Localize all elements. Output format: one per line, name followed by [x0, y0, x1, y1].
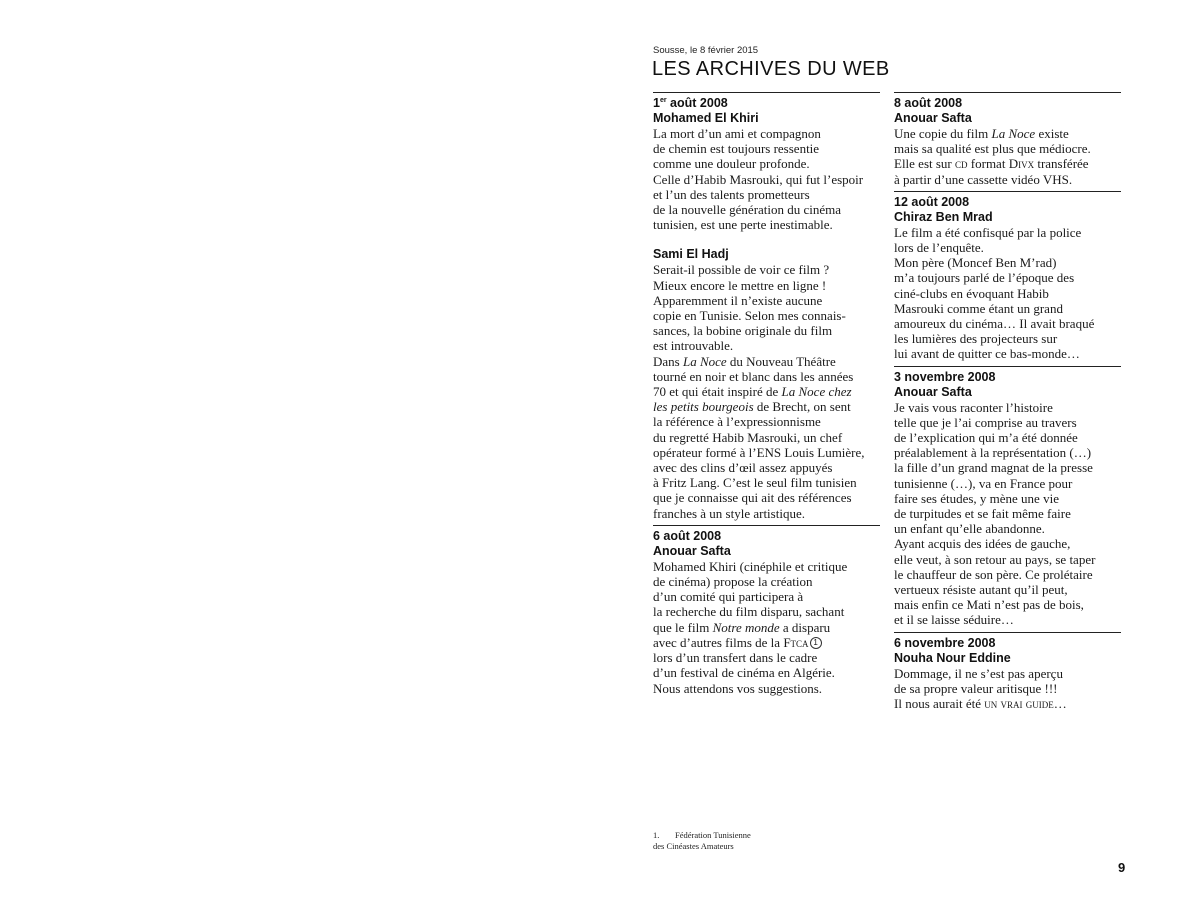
entry-text: Le film a été confisqué par la police lors de l’enquête. Mon père (Moncef Ben M’rad) m’a toujours parlé de l’époque des ciné-clubs en évoquant Habib Masrouki comme étant un grand amoureux du cinéma… Il avait braqué les lumières des projecteurs sur lui avant de quitter ce bas-monde… [894, 224, 1095, 362]
page-number: 9 [1118, 860, 1126, 875]
dateline: Sousse, le 8 février 2015 [653, 45, 759, 56]
entry-text: La mort d’un ami et compagnon de chemin est toujours ressentie comme une douleur profonde. Celle d’Habib Masrouki, qui fut l’espoir et l’un des talents prometteurs de la nouvelle génération du cinéma tunisien, est une perte inestimable. [653, 126, 864, 233]
entry-author: Nouha Nour Eddine [894, 650, 1011, 665]
entry-nov-3 [894, 366, 1121, 628]
entry-aug-6 [653, 525, 880, 696]
entry-aug-8 [894, 92, 1121, 187]
entry-aug-1 [653, 92, 880, 521]
entry-author: Anouar Safta [894, 111, 972, 125]
entry-date: 1er août 2008 [653, 96, 728, 110]
footnote [653, 830, 751, 852]
entry-date: 8 août 2008 [894, 96, 963, 110]
left-column [653, 92, 880, 696]
entry-text: Une copie du film La Noce existe mais sa qualité est plus que médiocre. Elle est sur cd format Divx transférée à partir d’une cassette vidéo VHS. [894, 126, 1091, 187]
footnote-number: 1. [653, 830, 660, 840]
spacer [653, 232, 880, 247]
entry-aug-12 [894, 191, 1121, 362]
entry-text: Dommage, il ne s’est pas aperçu de sa propre valeur aritisque !!! Il nous aurait été un vrai guide… [894, 665, 1067, 712]
entry-date: 12 août 2008 [894, 194, 970, 209]
footnote-reference: 1 [810, 637, 822, 649]
entry-text: Mohamed Khiri (cinéphile et critique de cinéma) propose la création d’un comité qui participera à la recherche du film disparu, sachant que le film Notre monde a disparu avec d’autres films de la Ftca 1 lors d’un transfert dans le cadre d’un festival de cinéma en Algérie. Nous attendons vos suggestions. [653, 558, 848, 696]
entry-author: Anouar Safta [653, 543, 731, 558]
entry-nov-6 [894, 632, 1121, 712]
entry-date: 6 novembre 2008 [894, 635, 996, 650]
entry-date: 6 août 2008 [653, 528, 722, 543]
entry-author: Sami El Hadj [653, 247, 729, 262]
footnote-text: des Cinéastes Amateurs [653, 841, 734, 851]
entry-author: Mohamed El Khiri [653, 111, 759, 125]
entry-author: Anouar Safta [894, 384, 972, 399]
entry-text: Je vais vous raconter l’histoire telle que je l’ai comprise au travers de l’explication qui m’a été donnée préalablement à la représentation (…) la fille d’un grand magnat de la presse tunisienne (…), va en France pour faire ses études, y mène une vie de turpitudes et se fait même faire un enfant qu’elle abandonne. Ayant acquis des idées de gauche, elle veut, à son retour au pays, se taper le chauffeur de son père. Ce prolétaire vertueux résiste autant qu’il peut, mais enfin ce Mati n’est pas de bois, et il se laisse séduire… [894, 399, 1096, 628]
right-column [894, 92, 1121, 711]
entry-text: Serait-il possible de voir ce film ? Mieux encore le mettre en ligne ! Apparemment il n’existe aucune copie en Tunisie. Selon mes connais- sances, la bobine originale du film est introuvable. Dans La Noce du Nouveau Théâtre tourné en noir et blanc dans les années 70 et qui était inspiré de La Noce chez les petits bourgeois de Brecht, on sent la référence à l’expressionnisme du regretté Habib Masrouki, un chef opérateur formé à l’ENS Louis Lumière, avec des clins d’œil assez appuyés à Fritz Lang. C’est le seul film tunisien que je connaisse qui ait des références franches à un style artistique. [653, 262, 865, 521]
entry-author: Chiraz Ben Mrad [894, 209, 993, 224]
footnote-text: Fédération Tunisienne [675, 830, 751, 840]
page-title: LES ARCHIVES DU WEB [652, 58, 890, 80]
entry-date: 3 novembre 2008 [894, 369, 996, 384]
